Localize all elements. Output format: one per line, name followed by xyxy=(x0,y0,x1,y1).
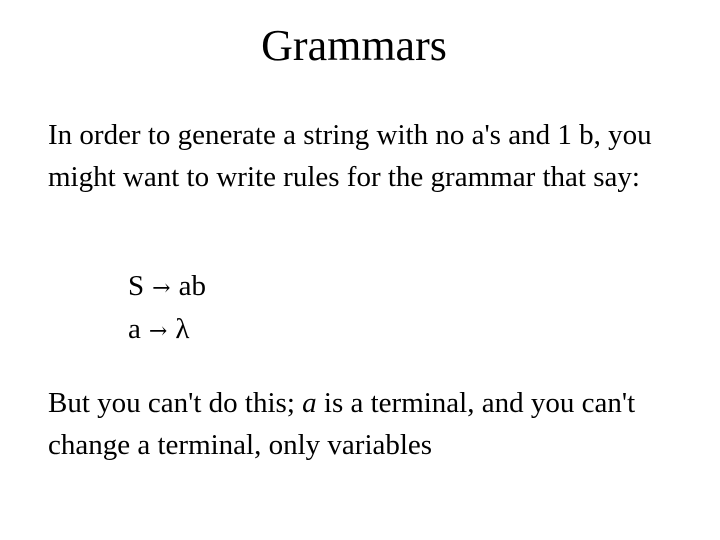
grammar-rule xyxy=(128,266,206,309)
conclusion-text-before: But you can't do this; xyxy=(48,387,303,419)
conclusion-text-after: is a terminal, and you can't change a terminal, only variables xyxy=(48,387,636,461)
rule-lhs: S xyxy=(128,270,145,302)
conclusion-paragraph xyxy=(48,382,688,466)
grammar-rules xyxy=(128,266,206,352)
rule-lhs: a xyxy=(128,313,141,345)
intro-paragraph: In order to generate a string with no a's and 1 b, you might want to write rules for the grammar that say: xyxy=(48,119,652,193)
rule-rhs: λ xyxy=(175,313,190,345)
slide-title: Grammars xyxy=(261,21,447,70)
arrow-icon: → xyxy=(148,319,168,344)
rule-rhs: ab xyxy=(178,270,206,302)
arrow-icon: → xyxy=(152,276,171,301)
grammar-rule xyxy=(128,309,206,352)
conclusion-emphasis: a xyxy=(302,387,317,419)
